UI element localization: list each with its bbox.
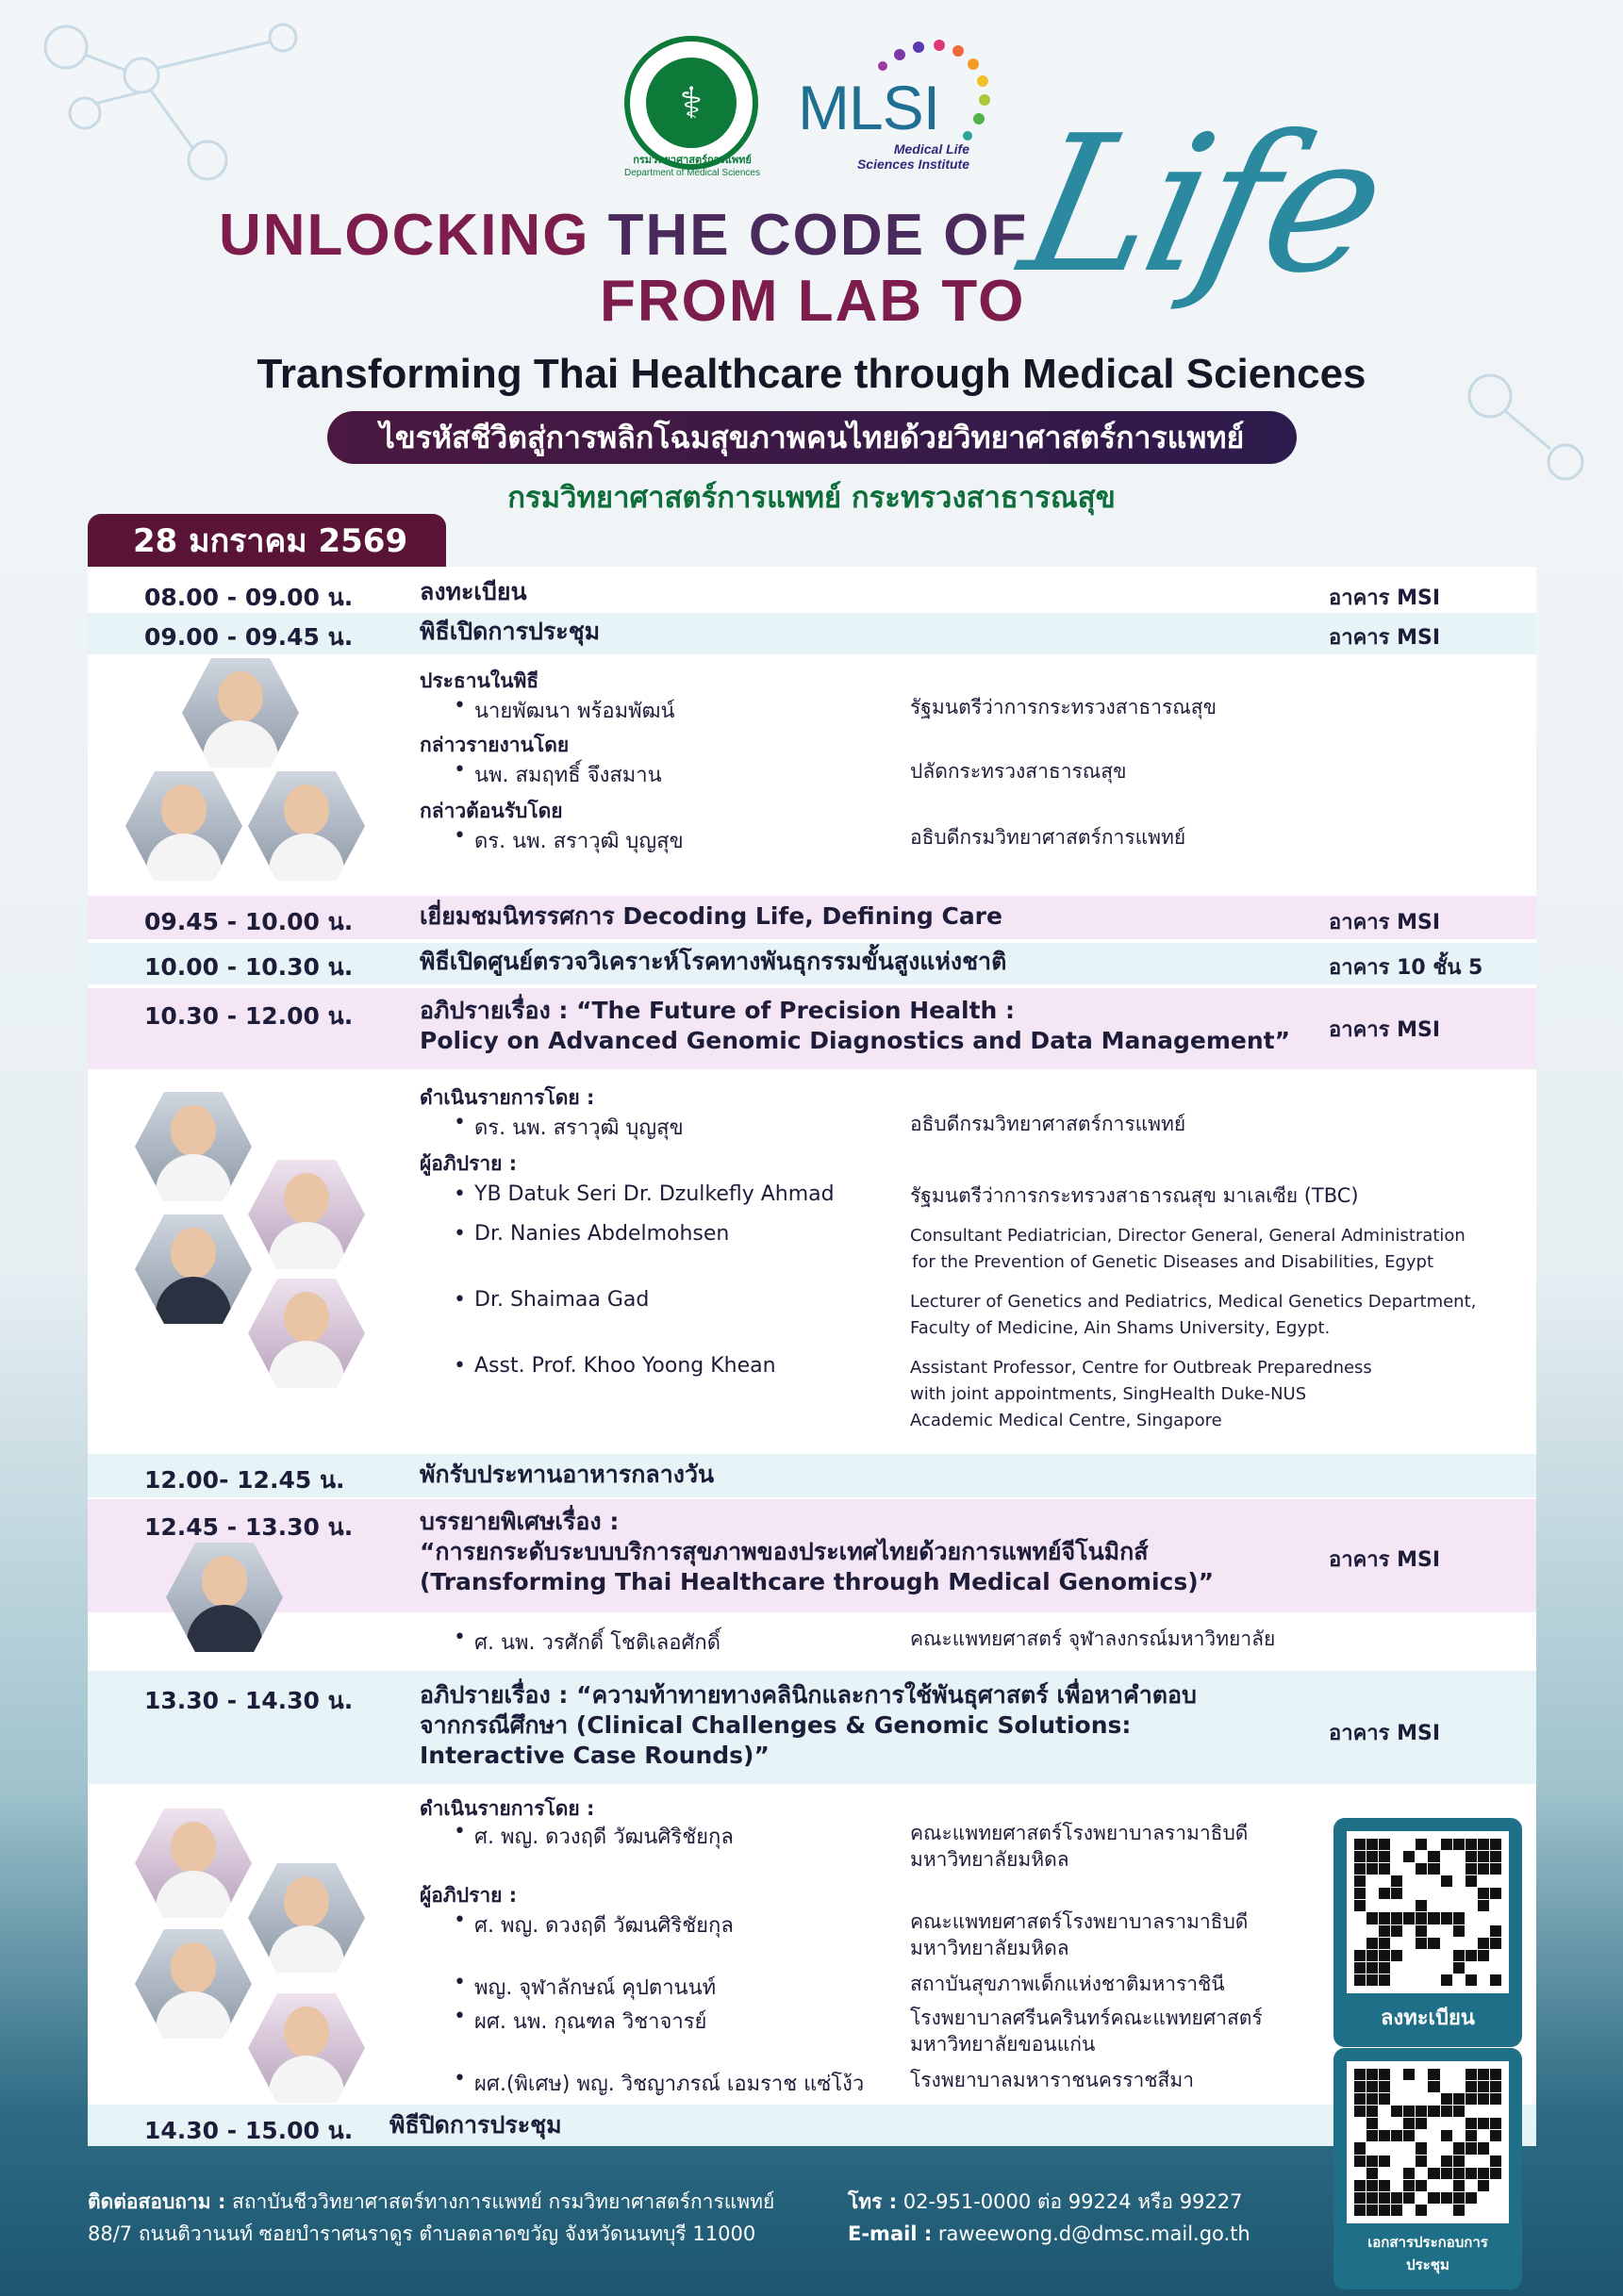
row-venue: อาคาร MSI (1329, 626, 1441, 650)
row-topic: เยี่ยมชมนิทรรศการ Decoding Life, Defining Care (420, 902, 1002, 930)
speaker-photo (248, 771, 365, 881)
title-word-code: THE CODE OF (607, 203, 1029, 268)
row-topic-line1: บรรยายพิเศษเรื่อง : (420, 1508, 620, 1535)
panelist-role: โรงพยาบาลศรีนครินทร์คณะแพทยศาสตร์ (910, 2007, 1263, 2029)
mlsi-sub1: Medical Life (893, 141, 969, 157)
mlsi-logo-text: MLSI (798, 73, 940, 142)
row-time: 10.00 - 10.30 น. (144, 953, 354, 981)
date-tab: 28 มกราคม 2569 (88, 514, 446, 569)
report-role: ปลัดกระทรวงสาธารณสุข (910, 760, 1127, 783)
speaker-photo (135, 1929, 252, 2039)
panelist-role: มหาวิทยาลัยมหิดล (910, 1937, 1069, 1959)
speaker-role: คณะแพทยศาสตร์ จุฬาลงกรณ์มหาวิทยาลัย (910, 1627, 1276, 1650)
panelist-role: คณะแพทยศาสตร์โรงพยาบาลรามาธิบดี (910, 1910, 1249, 1933)
row-topic-line2: จากกรณีศึกษา (Clinical Challenges & Genomic Solutions: (420, 1711, 1132, 1739)
speaker-photo (125, 771, 242, 881)
email-label: E-mail : (848, 2222, 933, 2245)
clinical-panel-details (88, 1786, 1536, 2106)
panelist-role: Lecturer of Genetics and Pediatrics, Medical Genetics Department, (910, 1292, 1477, 1312)
welcome-role: อธิบดีกรมวิทยาศาสตร์การแพทย์ (910, 826, 1186, 849)
schedule-row-precision-panel (88, 988, 1536, 1069)
schedule-row-clinical-panel (88, 1671, 1536, 1784)
contact-tel-line (848, 2186, 1319, 2218)
subtitle-en: Transforming Thai Healthcare through Medical Sciences (257, 351, 1366, 397)
moph-caption-en: Department of Medical Sciences (624, 168, 760, 178)
mlsi-sub2: Sciences Institute (856, 157, 969, 172)
mlsi-logo (798, 38, 1015, 179)
panelist-name: • พญ. จุฬาลักษณ์ คุปตานนท์ (474, 1971, 716, 2004)
row-venue: อาคาร 10 ชั้น 5 (1329, 956, 1483, 980)
panelist-role: for the Prevention of Genetic Diseases and Disabilities, Egypt (912, 1252, 1434, 1272)
panelist-name: • ผศ. นพ. กุณฑล วิชาจารย์ (474, 2005, 706, 2038)
panelist-name: • Dr. Shaimaa Gad (474, 1288, 649, 1312)
row-topic-line2: “การยกระดับระบบบริการสุขภาพของประเทศไทยด้วยการแพทย์จีโนมิกส์ (420, 1538, 1149, 1565)
report-label: กล่าวรายงานโดย (420, 734, 570, 756)
row-topic-line1: อภิปรายเรื่อง : “The Future of Precision Health : (420, 997, 1016, 1024)
qr-code-icon (1347, 1831, 1509, 1993)
qr-docs-caption: เอกสารประกอบการประชุม (1367, 2234, 1488, 2273)
panelist-role: รัฐมนตรีว่าการกระทรวงสาธารณสุข มาเลเซีย (TBC) (910, 1184, 1359, 1207)
panelist-role: สถาบันสุขภาพเด็กแห่งชาติมหาราชินี (910, 1973, 1225, 1995)
panelist-role: with joint appointments, SingHealth Duke-NUS (910, 1384, 1307, 1404)
row-topic-line3: (Transforming Thai Healthcare through Medical Genomics)” (420, 1568, 1215, 1595)
moph-logo (624, 36, 758, 170)
contact-org: สถาบันชีววิทยาศาสตร์ทางการแพทย์ กรมวิทยาศาสตร์การแพทย์ (225, 2190, 775, 2213)
caduceus-icon: ⚕ (646, 58, 737, 148)
schedule-row-exhibition (88, 896, 1536, 939)
subtitle-th: ไขรหัสชีวิตสู่การพลิกโฉมสุขภาพคนไทยด้วยวิทยาศาสตร์การแพทย์ (327, 411, 1297, 464)
panelist-label: ผู้อภิปราย : (420, 1152, 518, 1175)
schedule-row-center-opening (88, 943, 1536, 984)
row-topic: พิธีปิดการประชุม (389, 2111, 562, 2139)
speaker-photo (248, 1993, 365, 2103)
qr-code-icon (1347, 2061, 1509, 2223)
row-venue: อาคาร MSI (1329, 586, 1441, 610)
moderator-role: มหาวิทยาลัยมหิดล (910, 1848, 1069, 1871)
contact-org-line (88, 2186, 842, 2218)
panelist-role: Assistant Professor, Centre for Outbreak Preparedness (910, 1358, 1372, 1378)
moderator-role: คณะแพทยศาสตร์โรงพยาบาลรามาธิบดี (910, 1822, 1249, 1844)
row-topic: ลงทะเบียน (420, 578, 527, 605)
panelist-name: • ผศ.(พิเศษ) พญ. วิชญาภรณ์ เอมราช แซ่โง้ว (474, 2067, 864, 2100)
contact-label: ติดต่อสอบถาม : (88, 2190, 226, 2213)
moderator-name: • ศ. พญ. ดวงฤดี วัฒนศิริชัยกุล (474, 1820, 734, 1853)
qr-documents[interactable] (1333, 2048, 1522, 2289)
panelist-name: • YB Datuk Seri Dr. Dzulkefly Ahmad (474, 1182, 835, 1206)
row-venue: อาคาร MSI (1329, 911, 1441, 934)
panelist-role: Faculty of Medicine, Ain Shams University, Egypt. (910, 1318, 1331, 1338)
qr-register[interactable] (1333, 1818, 1522, 2047)
title-line2: FROM LAB TO (600, 269, 1026, 334)
mlsi-subtitle (828, 141, 969, 172)
speaker-photo (135, 1809, 252, 1918)
panelist-name: • Dr. Nanies Abdelmohsen (474, 1222, 729, 1246)
row-time: 08.00 - 09.00 น. (144, 584, 354, 611)
row-topic: พิธีเปิดการประชุม (420, 618, 601, 645)
moderator-role: อธิบดีกรมวิทยาศาสตร์การแพทย์ (910, 1113, 1186, 1135)
report-name: • นพ. สมฤทธิ์ จึงสมาน (474, 758, 662, 791)
moph-caption (604, 151, 781, 178)
title-line1 (219, 203, 1029, 268)
row-venue: อาคาร MSI (1329, 1018, 1441, 1042)
row-time: 09.00 - 09.45 น. (144, 623, 354, 651)
moderator-label: ดำเนินรายการโดย : (420, 1797, 595, 1820)
schedule-row-closing (88, 2105, 1536, 2146)
chair-role: รัฐมนตรีว่าการกระทรวงสาธารณสุข (910, 696, 1217, 719)
panelist-role: Academic Medical Centre, Singapore (910, 1411, 1222, 1430)
row-time: 12.45 - 13.30 น. (144, 1513, 354, 1541)
panelist-label: ผู้อภิปราย : (420, 1884, 518, 1907)
special-lecture-details (88, 1614, 1536, 1667)
row-topic: พิธีเปิดศูนย์ตรวจวิเคราะห์โรคทางพันธุกรรมขั้นสูงแห่งชาติ (420, 948, 1007, 975)
row-topic: พักรับประทานอาหารกลางวัน (420, 1461, 715, 1488)
schedule-row-lunch (88, 1454, 1536, 1497)
department-name: กรมวิทยาศาสตร์การแพทย์ กระทรวงสาธารณสุข (507, 481, 1116, 515)
welcome-name: • ดร. นพ. สราวุฒิ บุญสุข (474, 824, 684, 857)
schedule-row-special-lecture (88, 1499, 1536, 1612)
tel-value: 02-951-0000 ต่อ 99224 หรือ 99227 (897, 2190, 1243, 2213)
row-time: 14.30 - 15.00 น. (144, 2117, 354, 2144)
row-time: 13.30 - 14.30 น. (144, 1687, 354, 1714)
schedule-row-opening (88, 613, 1536, 654)
speaker-photo (248, 1863, 365, 1973)
speaker-photo (135, 1214, 252, 1324)
speaker-name: • ศ. นพ. วรศักดิ์ โชติเลอศักดิ์ (474, 1626, 720, 1659)
opening-details (88, 654, 1536, 896)
speaker-photo (182, 658, 299, 768)
speaker-photo (135, 1092, 252, 1201)
tel-label: โทร : (848, 2190, 898, 2213)
title-word-unlocking: UNLOCKING (219, 203, 590, 268)
panelist-role: มหาวิทยาลัยขอนแก่น (910, 2033, 1096, 2056)
row-topic-line3: Interactive Case Rounds)” (420, 1742, 770, 1769)
qr-register-caption: ลงทะเบียน (1381, 2007, 1475, 2030)
welcome-label: กล่าวต้อนรับโดย (420, 800, 563, 822)
precision-panel-details (88, 1073, 1536, 1450)
moderator-label: ดำเนินรายการโดย : (420, 1086, 595, 1109)
header (0, 0, 1623, 515)
contact-address: 88/7 ถนนติวานนท์ ซอยบำราศนราดูร ตำบลตลาดขวัญ จังหวัดนนทบุรี 11000 (88, 2222, 756, 2245)
panelist-name: • ศ. พญ. ดวงฤดี วัฒนศิริชัยกุล (474, 1908, 734, 1941)
row-venue: อาคาร MSI (1329, 1548, 1441, 1572)
title-life-script: Life (1006, 95, 1399, 315)
row-time: 12.00- 12.45 น. (144, 1466, 345, 1494)
panelist-role: Consultant Pediatrician, Director General, General Administration (910, 1226, 1466, 1246)
panelist-name: • Asst. Prof. Khoo Yoong Khean (474, 1354, 776, 1378)
contact-email-line[interactable] (848, 2218, 1319, 2250)
row-topic-line1: อภิปรายเรื่อง : “ความท้าทายทางคลินิกและการใช้พันธุศาสตร์ เพื่อหาคำตอบ (420, 1681, 1197, 1709)
moderator-name: • ดร. นพ. สราวุฒิ บุญสุข (474, 1111, 684, 1144)
row-time: 10.30 - 12.00 น. (144, 1002, 354, 1030)
moph-caption-th: กรมวิทยาศาสตร์การแพทย์ (633, 155, 752, 166)
chair-name: • นายพัฒนา พร้อมพัฒน์ (474, 694, 675, 727)
panelist-role: โรงพยาบาลมหาราชนครราชสีมา (910, 2069, 1195, 2091)
row-venue: อาคาร MSI (1329, 1722, 1441, 1745)
speaker-photo (248, 1160, 365, 1269)
speaker-photo (248, 1279, 365, 1388)
row-time: 09.45 - 10.00 น. (144, 908, 354, 935)
schedule-row-registration (88, 575, 1536, 613)
row-topic-line2: Policy on Advanced Genomic Diagnostics and Data Management” (420, 1027, 1291, 1054)
email-value[interactable]: raweewong.d@dmsc.mail.go.th (932, 2222, 1250, 2245)
chair-label: ประธานในพิธี (420, 669, 539, 692)
